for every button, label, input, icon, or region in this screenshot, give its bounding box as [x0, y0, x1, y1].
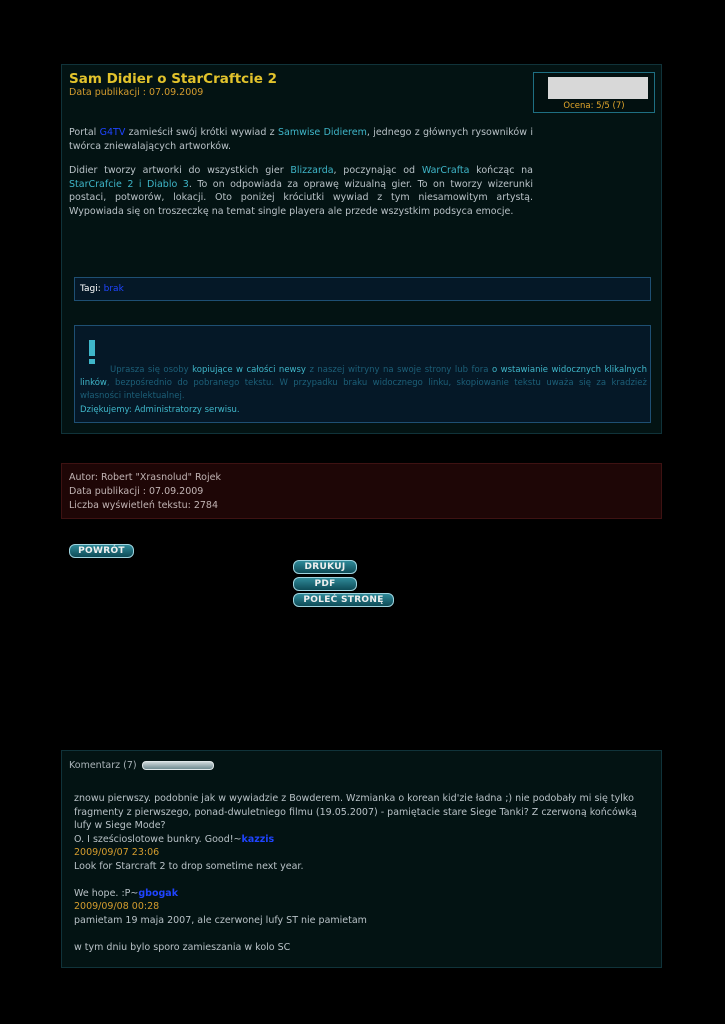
comment-1: znowu pierwszy. podobnie jak w wywiadzie z Bowderem. Wzmianka o korean kid'zie ładna ;) nie podobały mi się tylko fragmenty z pierwszego, ponad-dwuletniego filmu (19.05.2007) - pamiętacie stare Siege Tanki? Z czerwoną końcówką lufy w Siege Mode? O. I sześcioslotowe bunkry. Good!~kazzis 2009/09/07 23:06	[74, 792, 654, 860]
article-title: Sam Didier o StarCraftcie 2	[69, 71, 278, 87]
thanks-text: Dziękujemy: Administratorzy serwisu.	[80, 405, 240, 415]
publication-date: Data publikacji : 07.09.2009	[69, 87, 204, 98]
rating-box	[533, 72, 655, 113]
comment-date: 2009/09/08 00:28	[74, 901, 160, 912]
copyright-notice-box	[74, 325, 651, 423]
comments-count: Komentarz (7)	[69, 760, 137, 771]
author-panel	[61, 463, 662, 519]
link-starcraft-2[interactable]: StarCrafcie 2	[69, 178, 134, 190]
article-panel	[61, 64, 662, 434]
tags-box	[74, 277, 651, 301]
paragraph-2: Didier tworzy artworki do wszystkich gier Blizzarda, poczynając od WarCrafta kończąc na StarCrafcie 2 i Diablo 3. To on odpowiada za oprawę wizualną gier. To on tworzy wizerunki postaci, potworów, lokacji. Oto poniżej króciutki wywiad z tym niesamowitym artystą. Wypowiada się on troszeczkę na temat single playera ale przede wszystkim podsyca emocje.	[69, 165, 534, 217]
comment-2: Look for Starcraft 2 to drop sometime next year. We hope. :P~gbogak 2009/09/08 00:28	[74, 860, 654, 914]
add-comment-button[interactable]	[142, 761, 214, 770]
print-button[interactable]: DRUKUJ	[293, 560, 357, 574]
pdf-button[interactable]: PDF	[293, 577, 357, 591]
rating-stars-bar[interactable]	[548, 77, 648, 99]
exclamation-icon	[88, 340, 96, 364]
paragraph-1: Portal G4TV zamieścił swój krótki wywiad z Samwise Didierem, jednego z głównych rysowników i twórca zniewalających artworków.	[69, 127, 533, 152]
back-button[interactable]: POWRÓT	[69, 544, 134, 558]
comment-3: pamietam 19 maja 2007, ale czerwonej lufy ST nie pamietam w tym dniu bylo sporo zamieszania w kolo SC	[74, 914, 367, 953]
tags-value[interactable]: brak	[103, 284, 124, 294]
link-blizzard[interactable]: Blizzarda	[290, 165, 334, 176]
comments-header	[69, 760, 214, 771]
comments-list	[74, 792, 654, 954]
comment-author-link[interactable]: gbogak	[138, 887, 179, 899]
recommend-button[interactable]: POLEĆ STRONĘ	[293, 593, 394, 607]
link-warcraft[interactable]: WarCrafta	[421, 165, 470, 176]
link-diablo-3[interactable]: Diablo 3	[147, 178, 189, 190]
tags-label: Tagi:	[80, 284, 104, 294]
notice-text: Uprasza się osoby kopiujące w całości newsy z naszej witryny na swoje strony lub fora o wstawianie widocznych klikalnych linków, bezpośrednio do pobranego tekstu. W przypadku braku widocznego linku, skopiowanie tekstu uważa się za kradzież własności intelektualnej.	[80, 365, 647, 401]
comment-date: 2009/09/07 23:06	[74, 847, 160, 858]
comments-panel	[61, 750, 662, 968]
rating-text: Ocena: 5/5 (7)	[563, 101, 625, 111]
view-count: Liczba wyświetleń tekstu: 2784	[69, 500, 219, 511]
author-name: Autor: Robert "Xrasnolud" Rojek	[69, 472, 221, 483]
link-g4tv[interactable]: G4TV	[99, 127, 126, 138]
comment-author-link[interactable]: kazzis	[241, 833, 275, 845]
article-body	[69, 126, 533, 229]
author-pub-date: Data publikacji : 07.09.2009	[69, 486, 204, 497]
link-samwise-didier[interactable]: Samwise Didierem	[277, 127, 367, 138]
